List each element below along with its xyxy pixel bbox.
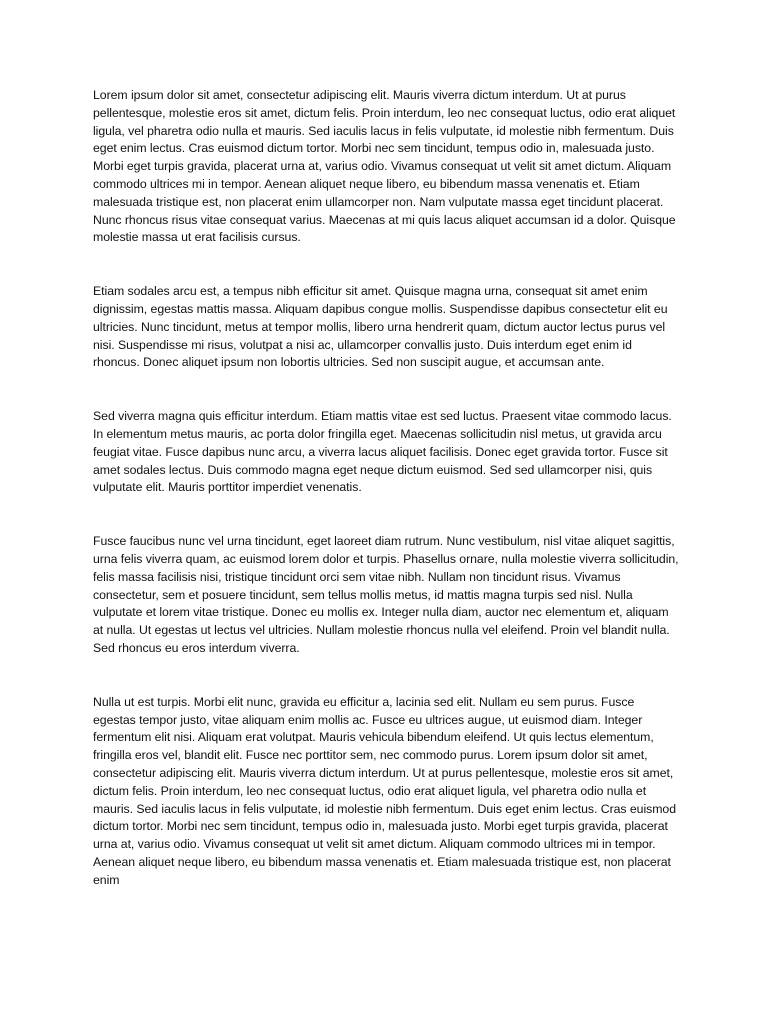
paragraph-1: Lorem ipsum dolor sit amet, consectetur adipiscing elit. Mauris viverra dictum interdum. Ut at purus pellentesque, molestie eros sit amet, dictum felis. Proin interdum, leo nec consequat luctus, odio erat aliquet ligula, vel pharetra odio nulla et mauris. Sed iaculis lacus in felis vulputate, id molestie nibh fermentum. Duis eget enim lectus. Cras euismod dictum tortor. Morbi nec sem tincidunt, tempus odio in, malesuada justo. Morbi eget turpis gravida, placerat urna at, varius odio. Vivamus consequat ut velit sit amet dictum. Aliquam commodo ultrices mi in tempor. Aenean aliquet neque libero, eu bibendum massa venenatis et. Etiam malesuada tristique est, non placerat enim ullamcorper non. Nam vulputate massa eget tincidunt placerat. Nunc rhoncus risus vitae consequat varius. Maecenas at mi quis lacus aliquet accumsan id a dolor. Quisque molestie massa ut erat facilisis cursus. bbox=[93, 88, 676, 245]
paragraph-5: Nulla ut est turpis. Morbi elit nunc, gravida eu efficitur a, lacinia sed elit. Nullam eu sem purus. Fusce egestas tempor justo, vitae aliquam enim mollis ac. Fusce eu ultrices augue, ut euismod diam. Integer fermentum elit nisi. Aliquam erat volutpat. Mauris vehicula bibendum eleifend. Ut quis lectus elementum, fringilla eros vel, blandit elit. Fusce nec porttitor sem, nec commodo purus. Lorem ipsum dolor sit amet, consectetur adipiscing elit. Mauris viverra dictum interdum. Ut at purus pellentesque, molestie eros sit amet, dictum felis. Proin interdum, leo nec consequat luctus, odio erat aliquet ligula, vel pharetra odio nulla et mauris. Sed iaculis lacus in felis vulputate, id molestie nibh fermentum. Duis eget enim lectus. Cras euismod dictum tortor. Morbi nec sem tincidunt, tempus odio in, malesuada justo. Morbi eget turpis gravida, placerat urna at, varius odio. Vivamus consequat ut velit sit amet dictum. Aliquam commodo ultrices mi in tempor. Aenean aliquet neque libero, eu bibendum massa venenatis et. Etiam malesuada tristique est, non placerat enim bbox=[93, 694, 677, 887]
paragraph-4: Fusce faucibus nunc vel urna tincidunt, eget laoreet diam rutrum. Nunc vestibulum, nisl vitae aliquet sagittis, urna felis viverra quam, ac euismod lorem dolor et turpis. Phasellus ornare, nulla molestie viverra sollicitudin, felis massa facilisis nisi, tristique tincidunt orci sem vitae nibh. Nullam non tincidunt risus. Vivamus consectetur, sem et posuere tincidunt, sem tellus mollis metus, id mattis magna turpis sed nisl. Nulla vulputate et lorem vitae tristique. Donec eu mollis ex. Integer nulla diam, auctor nec elementum et, aliquam at nulla. Ut egestas ut lectus vel ultricies. Nullam molestie rhoncus nulla vel eleifend. Proin vel blandit nulla. Sed rhoncus eu eros interdum viverra. bbox=[93, 534, 679, 655]
paragraph-3: Sed viverra magna quis efficitur interdum. Etiam mattis vitae est sed luctus. Praesent vitae commodo lacus. In elementum metus mauris, ac porta dolor fringilla eget. Maecenas sollicitudin nisl metus, ut gravida arcu feugiat vitae. Fusce dapibus nunc arcu, a viverra lacus aliquet facilisis. Donec eget gravida tortor. Fusce sit amet sodales lectus. Duis commodo magna eget neque dictum euismod. Sed sed ullamcorper nisi, quis vulputate elit. Mauris porttitor imperdiet venenatis. bbox=[93, 409, 672, 495]
document-body bbox=[93, 87, 680, 889]
paragraph-2: Etiam sodales arcu est, a tempus nibh efficitur sit amet. Quisque magna urna, consequat sit amet enim dignissim, egestas mattis massa. Aliquam dapibus congue mollis. Suspendisse dapibus consectetur elit eu ultricies. Nunc tincidunt, metus at tempor mollis, libero urna hendrerit quam, dictum auctor lectus purus vel nisi. Suspendisse mi risus, volutpat a nisi ac, ullamcorper convallis justo. Duis interdum eget enim id rhoncus. Donec aliquet ipsum non lobortis ultricies. Sed non suscipit augue, et accumsan ante. bbox=[93, 284, 668, 370]
